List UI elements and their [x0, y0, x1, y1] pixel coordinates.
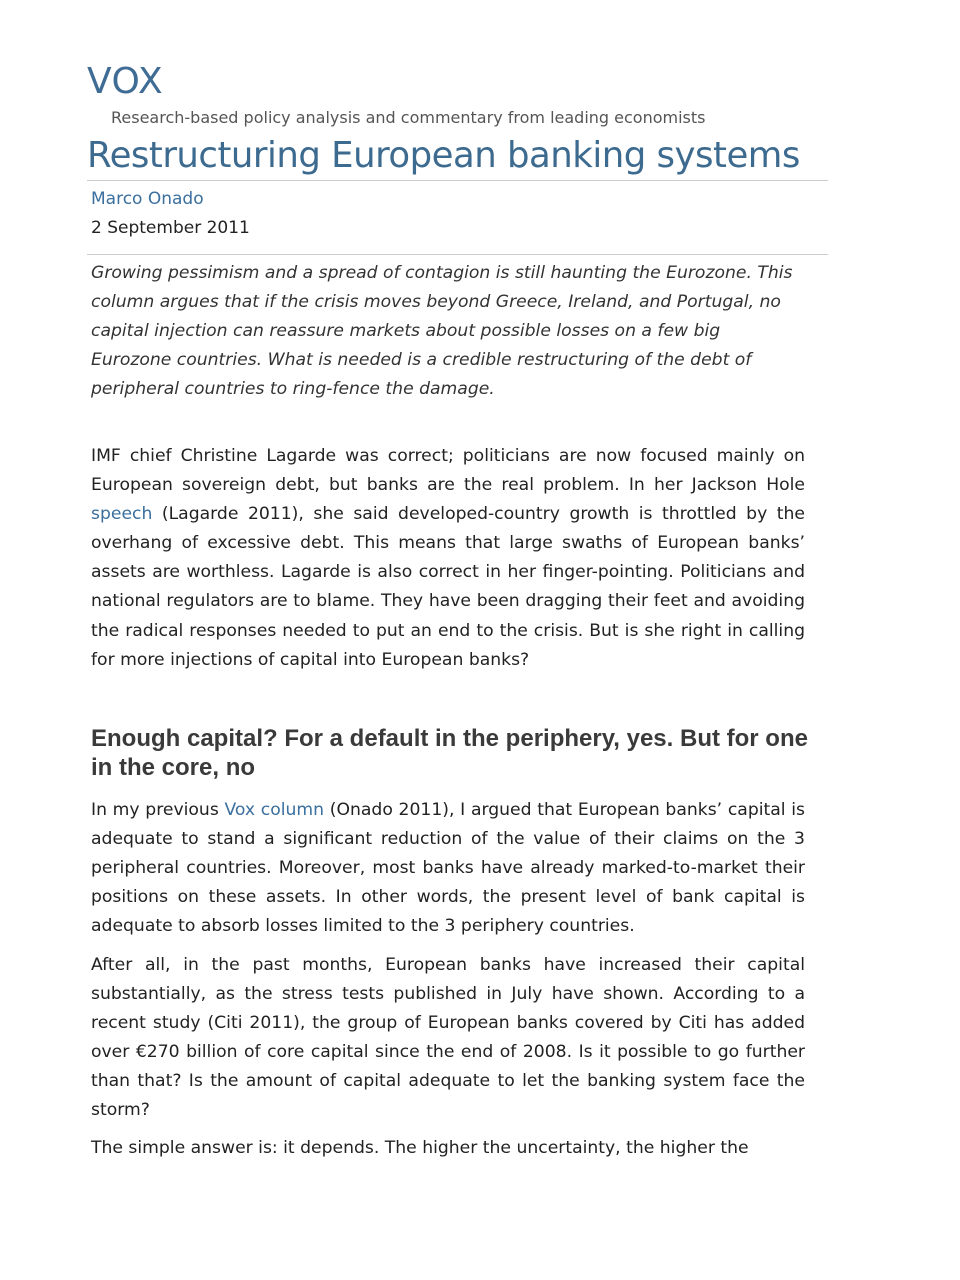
body-paragraph-3: After all, in the past months, European banks have increased their capital substantially, as the stress tests published in July have shown. According to a recent study (Citi 2011), the group of European banks covered by Citi has added over €270 billion of core capital since the end of 2008. Is it possible to go further than that? Is the amount of capital adequate to let the banking system face the storm?: [91, 955, 805, 1121]
vox-column-link[interactable]: Vox column: [224, 800, 325, 820]
body-paragraph-4: The simple answer is: it depends. The higher the uncertainty, the higher the: [91, 1138, 749, 1158]
article-title: Restructuring European banking systems: [87, 135, 800, 176]
paragraph-text: (Lagarde 2011), she said developed-country growth is throttled by the overhang of excessive debt. This means that large swaths of European banks’ assets are worthless. Lagarde is also correct in her finger-pointing. Politicians and national regulators are to blame. They have been dragging their feet and avoiding the radical responses needed to put an end to the crisis. But is she right in calling for more injections of capital into European banks?: [91, 504, 805, 670]
paragraph-text: In my previous: [91, 800, 225, 820]
author-link[interactable]: Marco Onado: [91, 189, 204, 209]
paragraph-text: IMF chief Christine Lagarde was correct; politicians are now focused mainly on European sovereign debt, but banks are the real problem. In her Jackson Hole: [91, 446, 805, 496]
title-divider: [87, 180, 828, 181]
article-standfirst: Growing pessimism and a spread of contagion is still haunting the Eurozone. This column argues that if the crisis moves beyond Greece, Ireland, and Portugal, no capital injection can reassure markets about possible losses on a few big Eurozone countries. What is needed is a credible restructuring of the debt of peripheral countries to ring-fence the damage.: [91, 263, 793, 400]
paragraph-text: (Onado 2011), I argued that European banks’ capital is adequate to stand a significant reduction of the value of their claims on the 3 peripheral countries. Moreover, most banks have already marked-to-market their positions on these assets. In other words, the present level of bank capital is adequate to absorb losses limited to the 3 periphery countries.: [91, 800, 805, 937]
site-tagline: Research-based policy analysis and commentary from leading economists: [111, 108, 706, 127]
site-logo[interactable]: VOX: [87, 61, 164, 102]
speech-link[interactable]: speech: [91, 504, 153, 525]
byline-divider: [87, 254, 828, 255]
section-heading: Enough capital? For a default in the periphery, yes. But for one in the core, no: [91, 725, 808, 781]
body-paragraph-1: [91, 442, 805, 675]
publish-date: 2 September 2011: [91, 218, 250, 238]
body-paragraph-2: [91, 796, 805, 941]
